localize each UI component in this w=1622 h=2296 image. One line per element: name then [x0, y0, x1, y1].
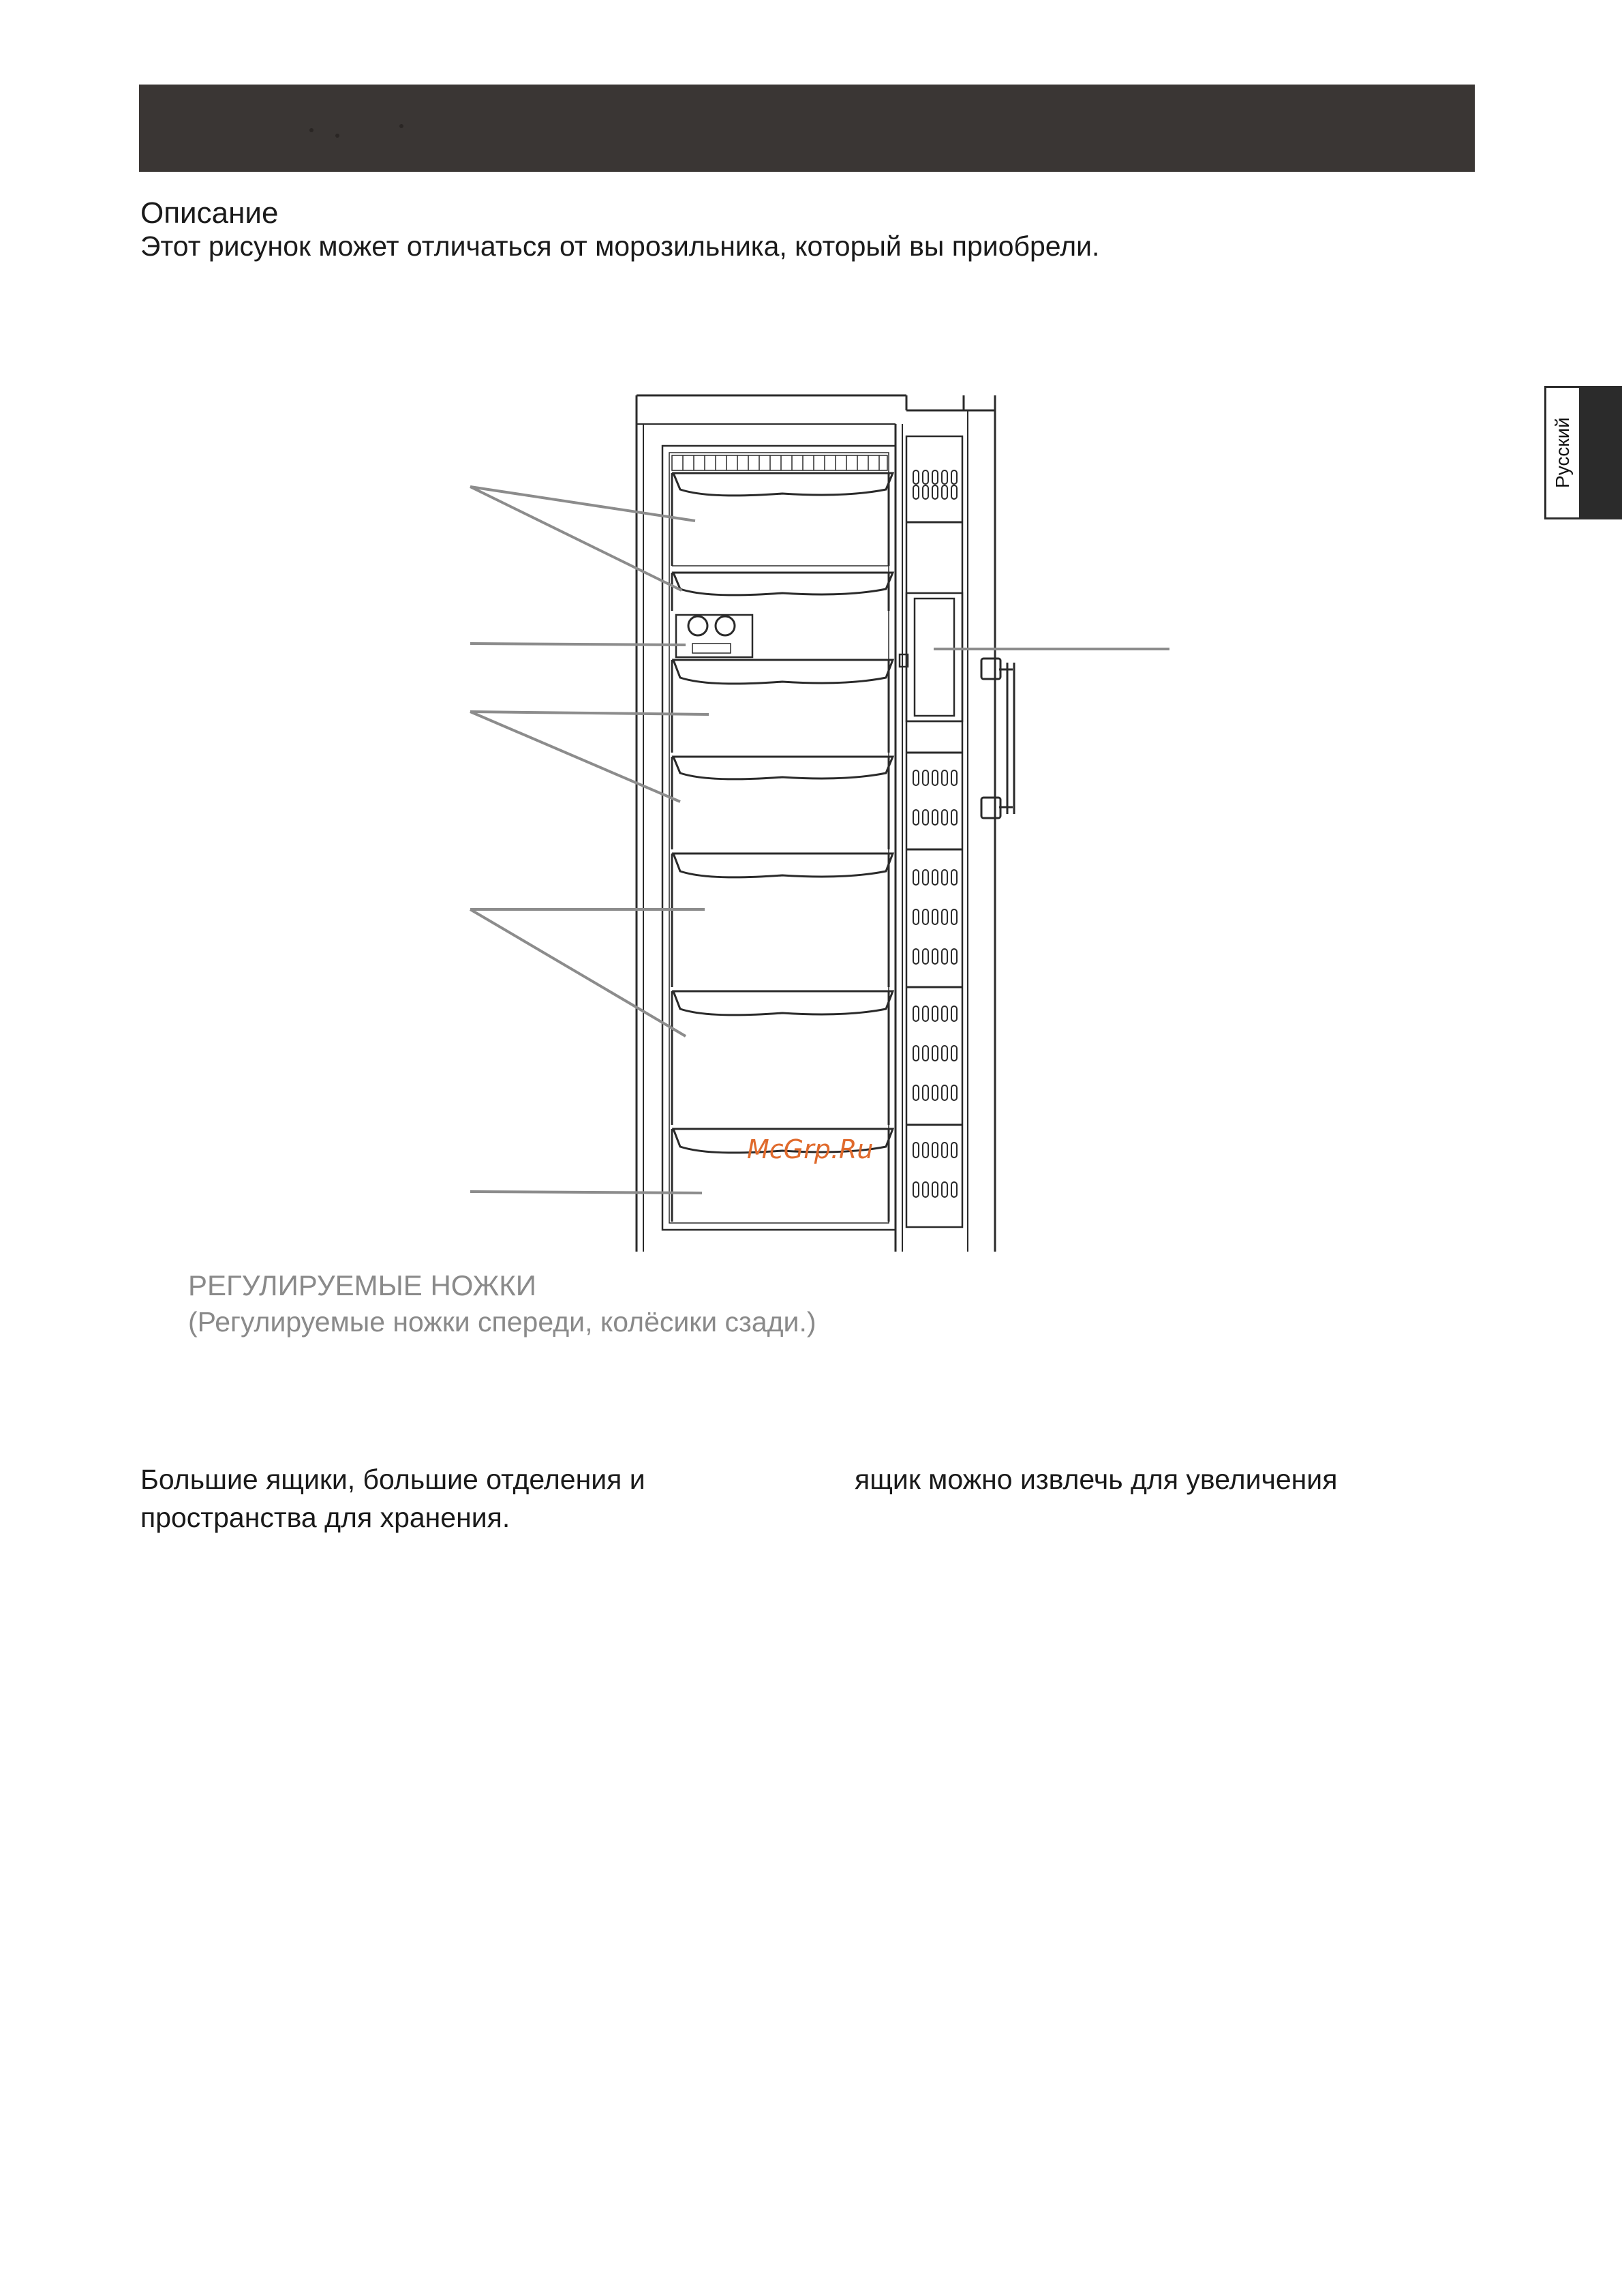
door-vents [913, 470, 957, 1197]
section-title: Описание [140, 196, 279, 230]
drawer-6 [672, 991, 893, 1125]
drawer-1 [672, 473, 893, 566]
feature-right-line-1: ящик можно извлечь для увеличения [855, 1464, 1338, 1495]
section-subtitle: Этот рисунок может отличаться от морозильника, который вы приобрели. [140, 230, 1100, 262]
feature-left-line-2: пространства для хранения. [140, 1502, 510, 1533]
control-panel [676, 615, 752, 657]
feature-paragraph-right [855, 1460, 1468, 1498]
drawer-2 [672, 573, 893, 611]
cabinet-outline [637, 395, 906, 1252]
adjustable-feet-title: РЕГУЛИРУЕМЫЕ НОЖКИ [188, 1269, 536, 1301]
header-decoration [221, 119, 493, 146]
top-grille [672, 455, 887, 470]
door-compartment [900, 593, 962, 721]
leader-lines [470, 487, 1169, 1193]
watermark: McGrp.Ru [747, 1134, 874, 1164]
drawer-4 [672, 757, 893, 849]
inner-liner [662, 424, 902, 1252]
drawer-5 [672, 854, 893, 987]
drawer-3 [672, 660, 893, 753]
feature-paragraph-left [140, 1460, 754, 1537]
language-tab-label: Русский [1552, 417, 1573, 488]
header-bar [139, 85, 1475, 172]
door-outline [906, 395, 995, 1252]
door-handle [981, 659, 1014, 818]
feature-left-line-1: Большие ящики, большие отделения и [140, 1464, 645, 1495]
adjustable-feet-note: (Регулируемые ножки спереди, колёсики сзади.) [188, 1306, 816, 1338]
